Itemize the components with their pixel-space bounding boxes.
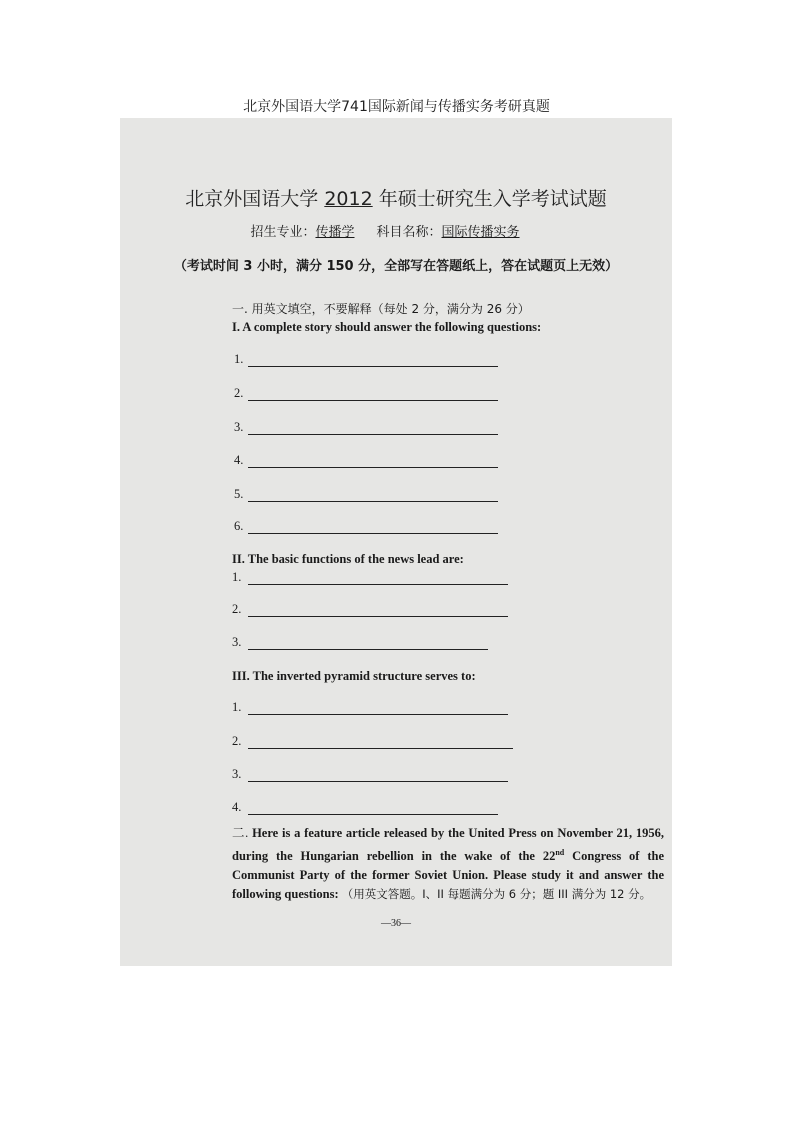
item-number: 6. xyxy=(234,519,244,533)
part-title: I. A complete story should answer the following questions: xyxy=(232,320,542,334)
item-number: 5. xyxy=(234,487,244,501)
item-number: 4. xyxy=(232,800,242,814)
item-number: 3. xyxy=(234,420,244,434)
scanned-exam-page xyxy=(120,118,672,966)
answer-blank xyxy=(248,616,508,617)
answer-blank xyxy=(248,434,498,435)
item-number: 1. xyxy=(232,700,242,714)
exam-year: 2012 xyxy=(324,188,373,210)
answer-blank xyxy=(248,814,498,815)
answer-blank xyxy=(248,781,508,782)
part-title: III. The inverted pyramid structure serves to: xyxy=(232,669,476,683)
page-number: —36— xyxy=(381,918,411,930)
item-number: 2. xyxy=(232,734,242,748)
item-number: 4. xyxy=(234,453,244,467)
section2-text-b: Congress of the Communist Party of the former Soviet Union. Please study it and answer the following questions: xyxy=(232,849,664,902)
answer-blank xyxy=(248,649,488,650)
section2-marker: 二. xyxy=(232,826,249,840)
title-prefix: 北京外国语大学 xyxy=(185,188,319,210)
answer-blank xyxy=(248,467,498,468)
section2-text xyxy=(232,824,664,904)
exam-title xyxy=(120,184,672,211)
answer-blank xyxy=(248,366,498,367)
exam-note: （考试时间 3 小时，满分 150 分，全部写在答题纸上，答在试题页上无效） xyxy=(173,259,619,274)
item-number: 3. xyxy=(232,635,242,649)
item-number: 2. xyxy=(234,386,244,400)
answer-blank xyxy=(248,400,498,401)
subject-label: 科目名称： xyxy=(376,225,442,240)
answer-blank xyxy=(248,501,498,502)
part-title: II. The basic functions of the news lead are: xyxy=(232,552,464,566)
exam-subtitle xyxy=(120,221,672,240)
major-label: 招生专业： xyxy=(250,225,316,240)
item-number: 1. xyxy=(232,570,242,584)
ordinal-suffix: nd xyxy=(555,848,565,857)
section1-heading: 一. 用英文填空，不要解释（每处 2 分，满分为 26 分） xyxy=(232,302,530,316)
answer-blank xyxy=(248,748,513,749)
item-number: 2. xyxy=(232,602,242,616)
answer-blank xyxy=(248,714,508,715)
title-suffix: 年硕士研究生入学考试试题 xyxy=(378,188,607,210)
item-number: 1. xyxy=(234,352,244,366)
major: 传播学 xyxy=(315,225,355,240)
section2-text-a: Here is a feature article released by the United Press on November 21, 1956, during the Hungarian rebellion in the wake of the 22 xyxy=(232,826,664,864)
answer-blank xyxy=(248,584,508,585)
section2-text-c: （用英文答题。I、II 每题满分为 6 分；题 III 满分为 12 分。 xyxy=(341,887,652,902)
subject: 国际传播实务 xyxy=(441,225,520,240)
section2 xyxy=(232,824,664,929)
document-header: 北京外国语大学741国际新闻与传播实务考研真题 xyxy=(243,99,550,115)
item-number: 3. xyxy=(232,767,242,781)
answer-blank xyxy=(248,533,498,534)
